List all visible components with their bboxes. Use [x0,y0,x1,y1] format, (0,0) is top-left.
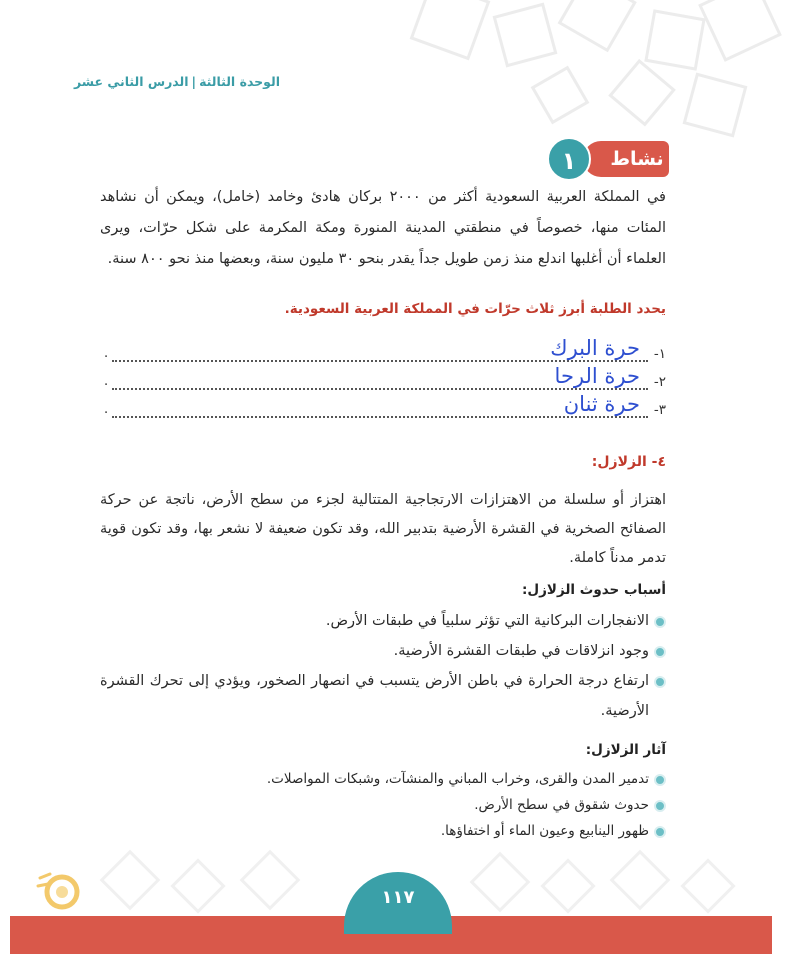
bullet-icon [654,800,666,812]
bullet-icon [654,826,666,838]
answer-number: ٣- [653,402,666,418]
activity-badge [547,137,669,181]
causes-list [100,606,666,726]
list-item [100,792,666,818]
dotted-line [112,360,648,362]
answer-end-mark: . [104,402,109,417]
section-title: ٤- الزلازل: [591,454,666,470]
publisher-logo-icon [34,868,86,912]
bullet-icon [654,646,666,658]
dotted-line [112,416,648,418]
list-item-text: ارتفاع درجة الحرارة في باطن الأرض يتسبب في انصهار الصخور، ويؤدي إلى تحرك القشرة الأرضية. [100,673,649,719]
list-item-text: حدوث شقوق في سطح الأرض. [474,797,649,813]
list-item-text: ظهور الينابيع وعيون الماء أو اختفاؤها. [440,823,649,839]
bullet-icon [654,774,666,786]
list-item [100,666,666,726]
list-item [100,606,666,636]
list-item [100,636,666,666]
causes-title: أسباب حدوث الزلازل: [522,582,666,598]
answer-line[interactable] [104,394,666,424]
handwritten-answer: حرة ثنان [560,392,644,416]
answer-end-mark: . [104,374,109,389]
unit-label: الوحدة الثالثة [199,74,280,89]
effects-list [100,766,666,844]
activity-label: نشاط [583,141,669,177]
effects-title: آثار الزلازل: [585,742,666,758]
handwritten-answer: حرة البرك [546,336,644,360]
earthquake-definition: اهتزاز أو سلسلة من الاهتزازات الارتجاجية المتتالية لجزء من سطح الأرض، ناتجة عن حركة الصفائح الصخرية في القشرة الأرضية بتدبير الله، وقد تكون ضعيفة لا نشعر بها، وقد تكون قوية تدمر مدناً كاملة. [100,492,666,566]
list-item [100,766,666,792]
activity-number: ١ [547,137,591,181]
lesson-label: الدرس الثاني عشر [73,74,189,89]
bullet-icon [654,616,666,628]
intro-paragraph: في المملكة العربية السعودية أكثر من ٢٠٠٠ بركان هادئ وخامد (خامل)، ويمكن أن نشاهد المئات منها، خصوصاً في منطقتي المدينة المنورة ومكة المكرمة على شكل حرّات، ويرى العلماء أن أغلبها اندلع منذ زمن طويل جداً يقدر بنحو ٣٠ مليون سنة، وبعضها منذ نحو ٨٠٠ سنة. [100,189,666,267]
answer-end-mark: . [104,346,109,361]
dotted-line [112,388,648,390]
header-separator: | [191,74,197,89]
unit-lesson-header [73,74,280,89]
answer-number: ١- [653,346,666,362]
activity-task: يحدد الطلبة أبرز ثلاث حرّات في المملكة العربية السعودية. [284,301,666,317]
bullet-icon [654,676,666,688]
page-number: ١١٧ [344,872,452,934]
handwritten-answer: حرة الرحا [551,364,644,388]
list-item-text: وجود انزلاقات في طبقات القشرة الأرضية. [393,643,649,659]
list-item-text: الانفجارات البركانية التي تؤثر سلبياً في طبقات الأرض. [325,613,649,629]
list-item-text: تدمير المدن والقرى، وخراب المباني والمنشآت، وشبكات المواصلات. [266,771,649,787]
list-item [100,818,666,844]
answer-number: ٢- [653,374,666,390]
